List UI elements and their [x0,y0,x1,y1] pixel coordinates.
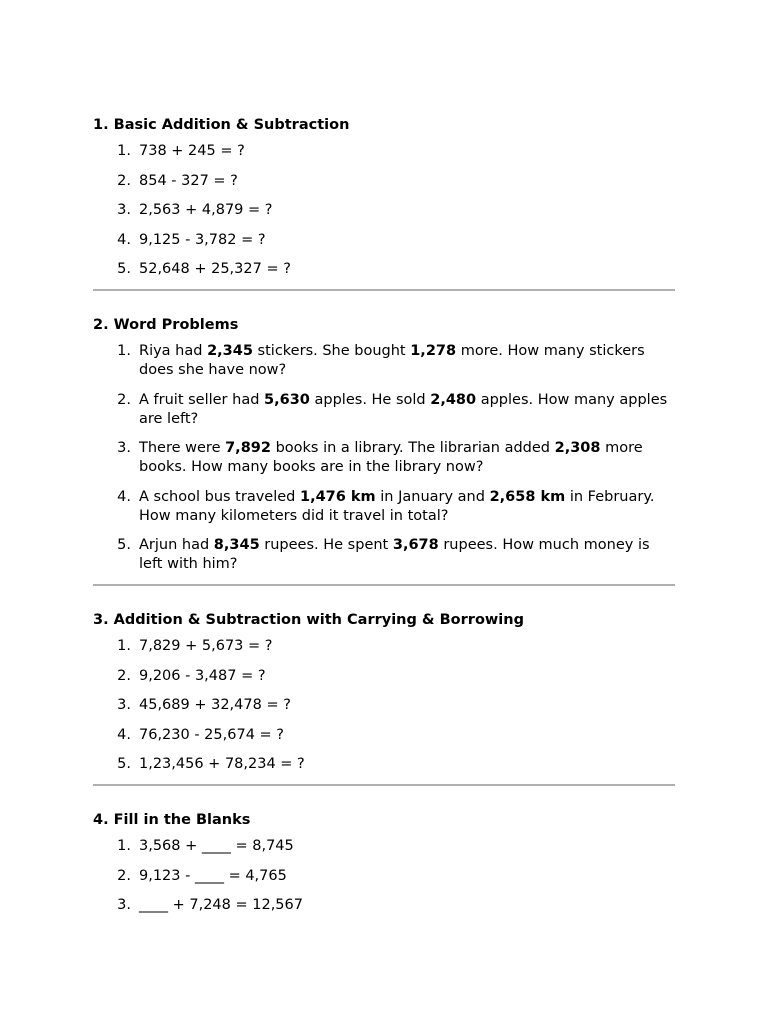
item-number: 5. [117,537,131,553]
section-word-problems [93,316,675,574]
item-text: 45,689 + 32,478 = ? [139,697,291,713]
section-title: 2. Word Problems [93,317,239,333]
item-text: 9,123 - ____ = 4,765 [139,867,287,884]
list-item [93,726,675,745]
list-item [93,867,675,886]
item-text: 2,563 + 4,879 = ? [139,202,273,218]
section-divider [93,289,675,291]
item-text: 1,23,456 + 78,234 = ? [139,756,305,772]
list-item [93,391,675,429]
list-item [93,201,675,220]
section-title: 3. Addition & Subtraction with Carrying & Borrowing [93,612,524,628]
item-number: 1. [117,143,131,159]
item-number: 3. [117,202,131,218]
list-item [93,260,675,279]
item-number: 2. [117,667,131,684]
item-number: 1. [117,838,131,854]
problem-list [93,837,675,915]
section-divider [93,784,675,786]
section-divider [93,584,675,586]
item-text: 7,829 + 5,673 = ? [139,638,273,654]
section-title: 1. Basic Addition & Subtraction [93,117,350,133]
item-number: 3. [117,697,131,713]
item-number: 4. [117,726,131,743]
list-item [93,667,675,686]
item-number: 2. [117,867,131,884]
item-number: 3. [117,440,131,456]
list-item [93,896,675,915]
item-text: 3,568 + ____ = 8,745 [139,838,294,854]
list-item [93,837,675,856]
item-text: A school bus traveled 1,476 km in January and 2,658 km in February. How many kilometers did it travel in total? [139,488,655,524]
list-item [93,231,675,250]
item-text: 52,648 + 25,327 = ? [139,261,291,277]
list-item [93,755,675,774]
item-text: ____ + 7,248 = 12,567 [139,897,303,913]
list-item [93,637,675,656]
section-basic [93,116,675,279]
section-fill-blanks [93,811,675,915]
item-text: There were 7,892 books in a library. The librarian added 2,308 more books. How many books are in the library now? [139,440,643,475]
list-item [93,342,675,380]
item-number: 5. [117,756,131,772]
list-item [93,536,675,574]
item-number: 4. [117,488,131,505]
item-text: Arjun had 8,345 rupees. He spent 3,678 rupees. How much money is left with him? [139,537,650,572]
list-item [93,696,675,715]
item-text: 738 + 245 = ? [139,143,245,159]
item-number: 5. [117,261,131,277]
item-number: 1. [117,638,131,654]
list-item [93,142,675,161]
list-item [93,172,675,191]
problem-list [93,637,675,774]
list-item [93,439,675,477]
item-text: 9,125 - 3,782 = ? [139,231,266,248]
item-text: 9,206 - 3,487 = ? [139,667,266,684]
item-text: 854 - 327 = ? [139,172,238,189]
item-number: 3. [117,897,131,913]
section-carrying-borrowing [93,611,675,774]
section-title: 4. Fill in the Blanks [93,812,251,828]
worksheet [93,116,675,926]
problem-list [93,342,675,574]
item-number: 1. [117,343,131,359]
item-text: A fruit seller had 5,630 apples. He sold 2,480 apples. How many apples are left? [139,391,668,427]
item-number: 2. [117,172,131,189]
problem-list [93,142,675,279]
list-item [93,488,675,526]
item-text: 76,230 - 25,674 = ? [139,726,284,743]
item-number: 2. [117,391,131,408]
item-number: 4. [117,231,131,248]
item-text: Riya had 2,345 stickers. She bought 1,278 more. How many stickers does she have now? [139,343,645,378]
